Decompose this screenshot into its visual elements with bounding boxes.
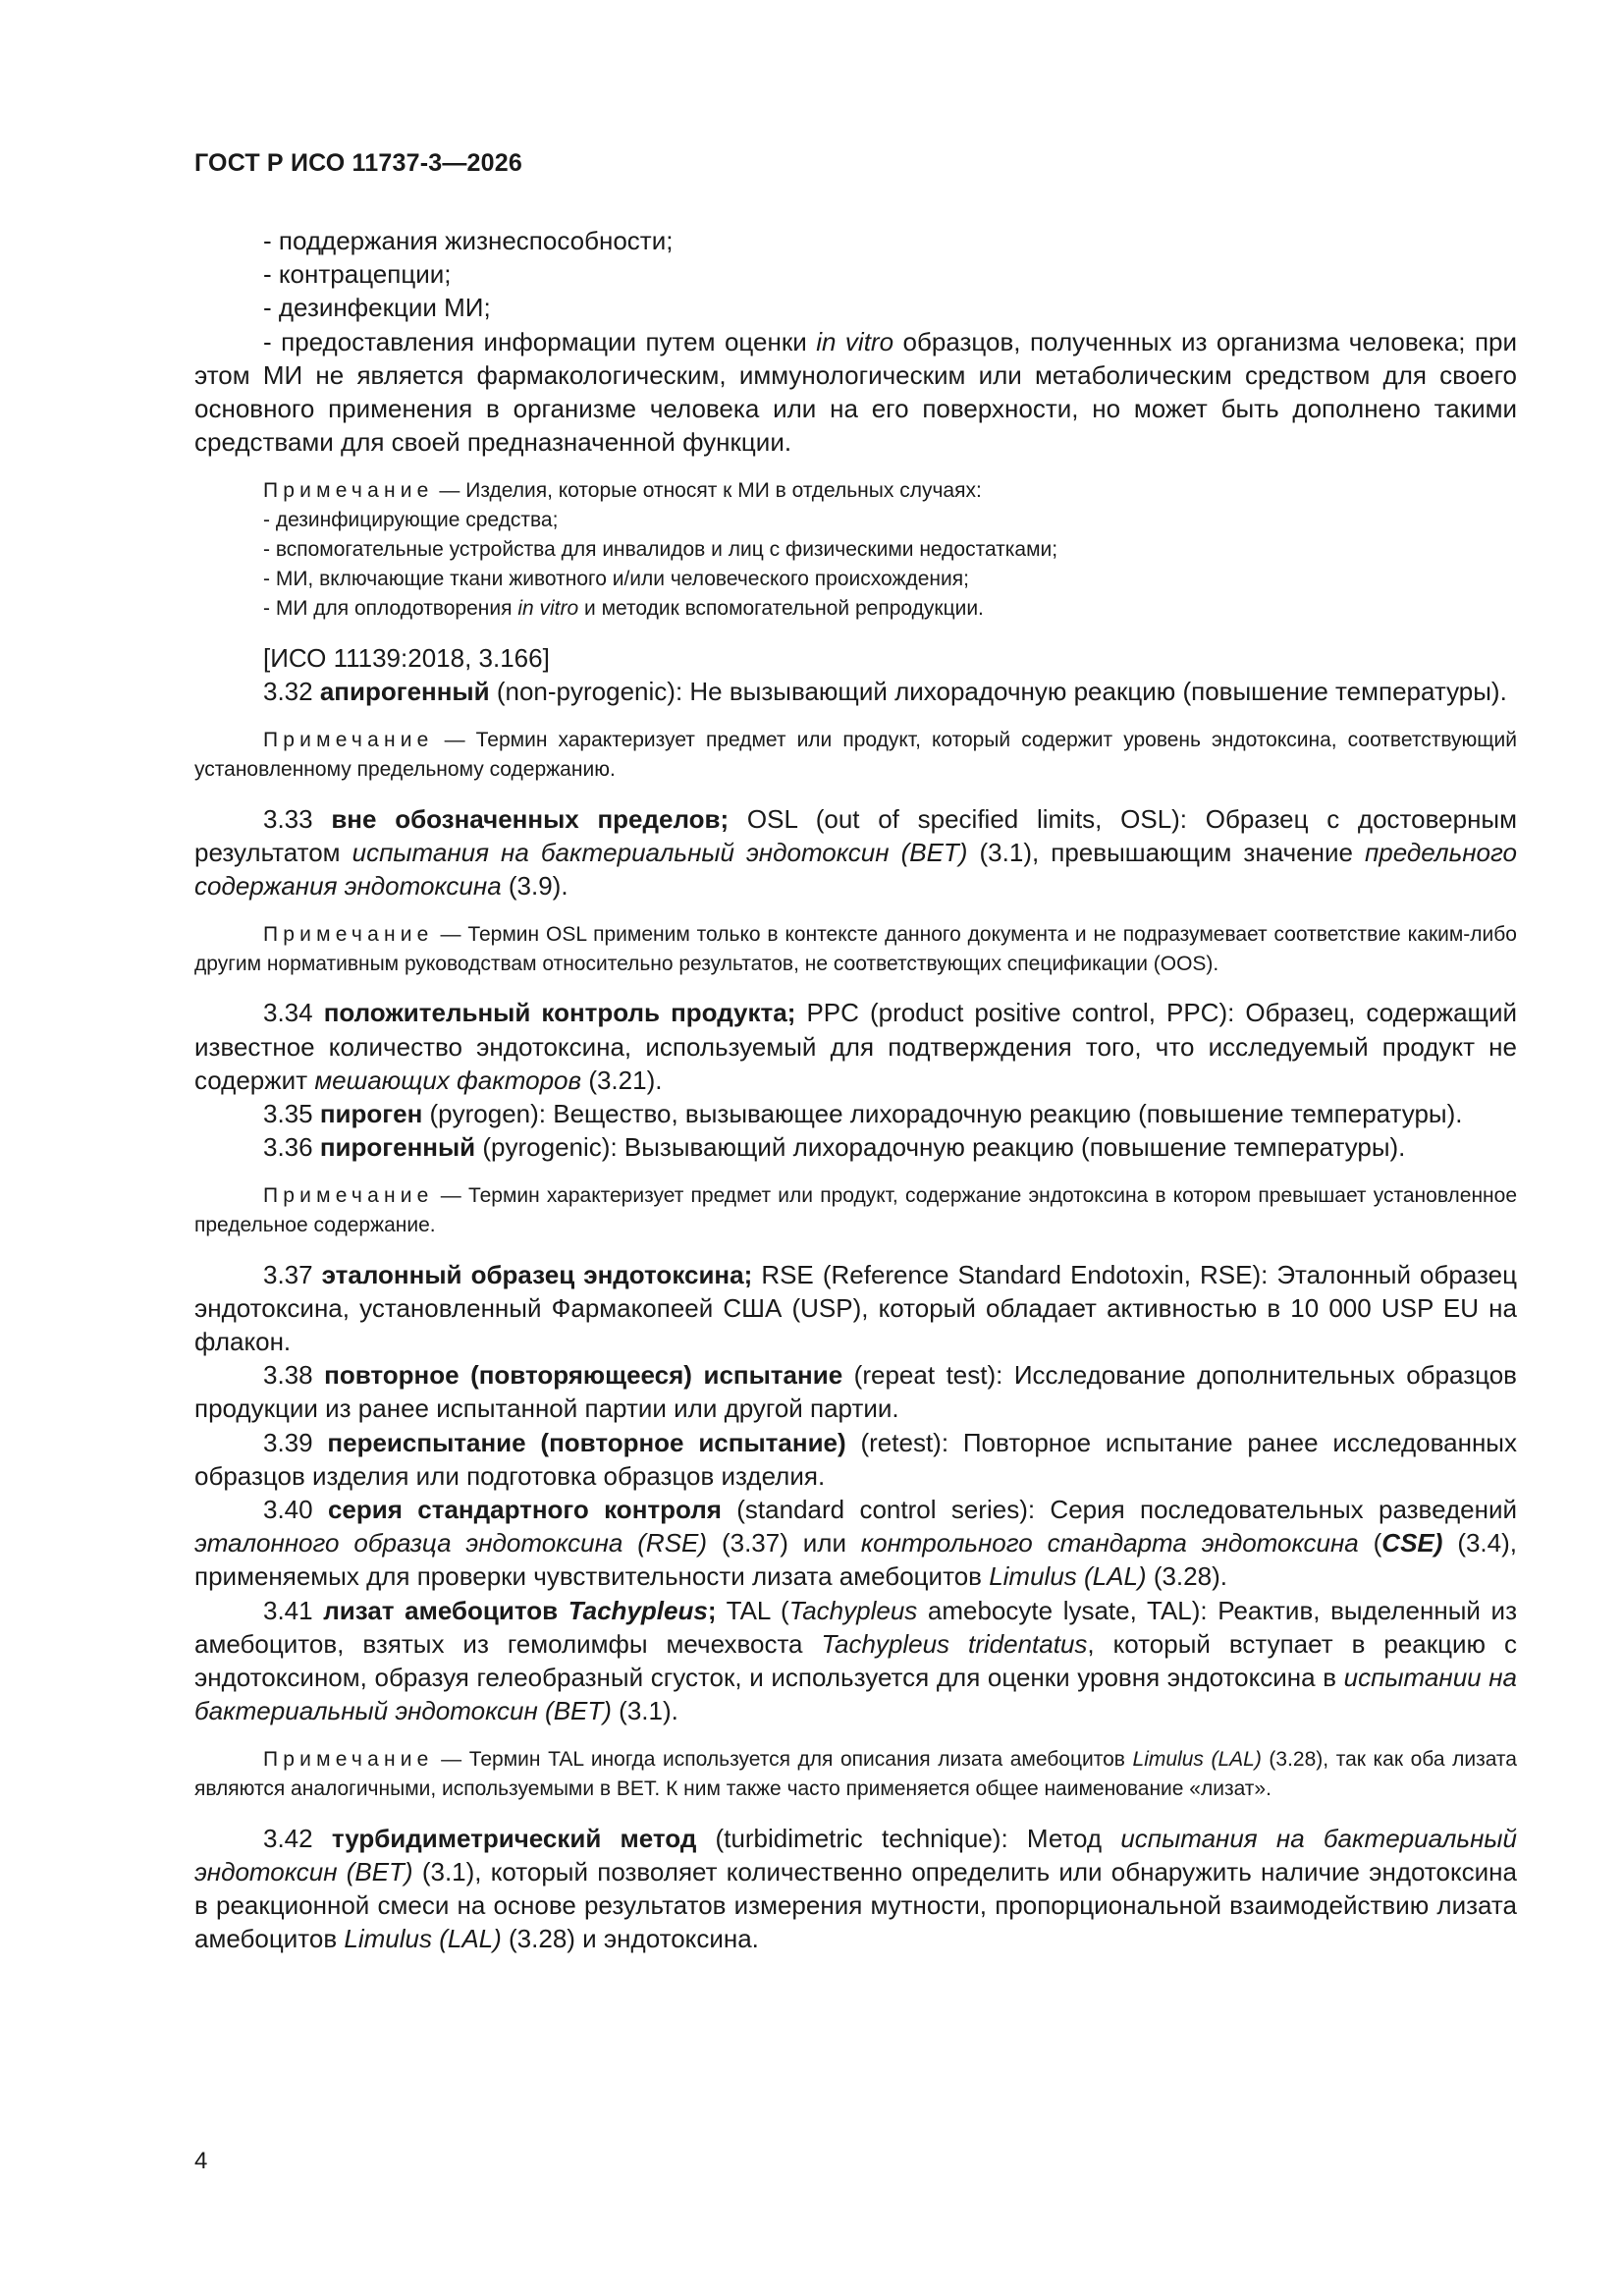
term: пирогенный [319, 1132, 476, 1163]
note: Примечание — Термин TAL иногда используется для описания лизата амебоцитов Limulus (LAL) (3.28), так как оба лизата являются аналогичными, используемыми в BET. К ним также часто применяется общее наименование «лизат». [194, 1748, 1517, 1801]
term: повторное (повторяющееся) испытание [324, 1360, 843, 1391]
note-list-item: - дезинфицирующие средства; [263, 509, 559, 532]
note-list-item: - вспомогательные устройства для инвалидов и лиц с физическими недостатками; [263, 538, 1058, 562]
note-label: Примечание [263, 479, 434, 503]
term: пироген [319, 1099, 423, 1129]
definition-3-32: 3.32 апирогенный (non-pyrogenic): Не вызывающий лихорадочную реакцию (повышение температуры). [263, 677, 1507, 707]
term: положительный контроль продукта; [323, 998, 796, 1028]
note: Примечание — Термин характеризует предмет или продукт, содержание эндотоксина в котором превышает установленное предельное содержание. [194, 1184, 1517, 1237]
definition-3-40: 3.40 серия стандартного контроля (standard control series): Серия последовательных разведений эталонного образца эндотоксина (RSE) (3.37) или контрольного стандарта эндотоксина (CSE) (3.4), применяемых для проверки чувствительности лизата амебоцитов Limulus (LAL) (3.28). [194, 1495, 1517, 1592]
note: Примечание — Изделия, которые относят к МИ в отдельных случаях: [263, 479, 982, 503]
term: лизат амебоцитов Tachypleus; [323, 1595, 717, 1625]
note: Примечание — Термин характеризует предмет или продукт, который содержит уровень эндотоксина, соответствующий установленному предельному содержанию. [194, 729, 1517, 782]
definition-3-36: 3.36 пирогенный (pyrogenic): Вызывающий лихорадочную реакцию (повышение температуры). [263, 1132, 1406, 1163]
note-label: Примечание [263, 1748, 434, 1772]
term: турбидиметрический метод [331, 1823, 697, 1853]
note-label: Примечание [263, 1184, 434, 1208]
definition-3-37: 3.37 эталонный образец эндотоксина; RSE (Reference Standard Endotoxin, RSE): Эталонный образец эндотоксина, установленный Фармакопеей США (USP), который обладает активностью в 10 000 USP EU на флакон. [194, 1259, 1517, 1357]
list-item: - поддержания жизнеспособности; [263, 226, 674, 255]
definition-3-34: 3.34 положительный контроль продукта; PPC (product positive control, PPC): Образец, содержащий известное количество эндотоксина, используемый для подтверждения того, что исследуемый продукт не содержит мешающих факторов (3.21). [194, 998, 1517, 1095]
note-list-item: - МИ для оплодотворения in vitro и методик вспомогательной репродукции. [263, 597, 984, 621]
term: серия стандартного контроля [327, 1495, 722, 1525]
term: вне обозначенных пределов; [331, 803, 730, 834]
source-reference: [ИСО 11139:2018, 3.166] [263, 643, 550, 674]
note-list-item: - МИ, включающие ткани животного и/или человеческого происхождения; [263, 568, 969, 591]
definition-3-42: 3.42 турбидиметрический метод (turbidimetric technique): Метод испытания на бактериальный эндотоксин (BET) (3.1), который позволяет количественно определить или обнаружить наличие эндотоксина в реакционной смеси на основе результатов измерения мутности, пропорциональной взаимодействию лизата амебоцитов Limulus (LAL) (3.28) и эндотоксина. [194, 1823, 1517, 1954]
note-label: Примечание [263, 923, 434, 947]
page-number: 4 [194, 2148, 208, 2174]
note: Примечание — Термин OSL применим только в контексте данного документа и не подразумевает соответствие каким-либо другим нормативным руководствам относительно результатов, не соответствующих спецификации (OOS). [194, 923, 1517, 975]
list-item: - контрацепции; [263, 259, 452, 290]
document-header: ГОСТ Р ИСО 11737-3—2026 [194, 149, 522, 177]
definition-3-39: 3.39 переиспытание (повторное испытание) (retest): Повторное испытание ранее исследованных образцов изделия или подготовка образцов изделия. [194, 1427, 1517, 1491]
term: переиспытание (повторное испытание) [327, 1427, 846, 1457]
list-item: - дезинфекции МИ; [263, 293, 491, 323]
note-label: Примечание [263, 729, 434, 752]
definition-3-35: 3.35 пироген (pyrogen): Вещество, вызывающее лихорадочную реакцию (повышение температуры). [263, 1099, 1463, 1129]
term: апирогенный [319, 677, 490, 707]
term: эталонный образец эндотоксина; [321, 1259, 753, 1289]
definition-3-38: 3.38 повторное (повторяющееся) испытание (repeat test): Исследование дополнительных образцов продукции из ранее испытанной партии или другой партии. [194, 1360, 1517, 1424]
definition-3-41: 3.41 лизат амебоцитов Tachypleus; TAL (Tachypleus amebocyte lysate, TAL): Реактив, выделенный из амебоцитов, взятых из гемолимфы мечехвоста Tachypleus tridentatus, который вступает в реакцию с эндотоксином, образуя гелеобразный сгусток, и используется для оценки уровня эндотоксина в испытании на бактериальный эндотоксин (BET) (3.1). [194, 1595, 1518, 1726]
definition-3-33: 3.33 вне обозначенных пределов; OSL (out of specified limits, OSL): Образец с достоверным результатом испытания на бактериальный эндотоксин (BET) (3.1), превышающим значение предельного содержания эндотоксина (3.9). [194, 803, 1517, 902]
definition-paragraph: - предоставления информации путем оценки in vitro образцов, полученных из организма человека; при этом МИ не является фармакологическим, иммунологическим или метаболическим средством для своего основного применения в организме человека или на его поверхности, но может быть дополнено такими средствами для своей предназначенной функции. [194, 326, 1518, 458]
document-body [194, 224, 1517, 1955]
